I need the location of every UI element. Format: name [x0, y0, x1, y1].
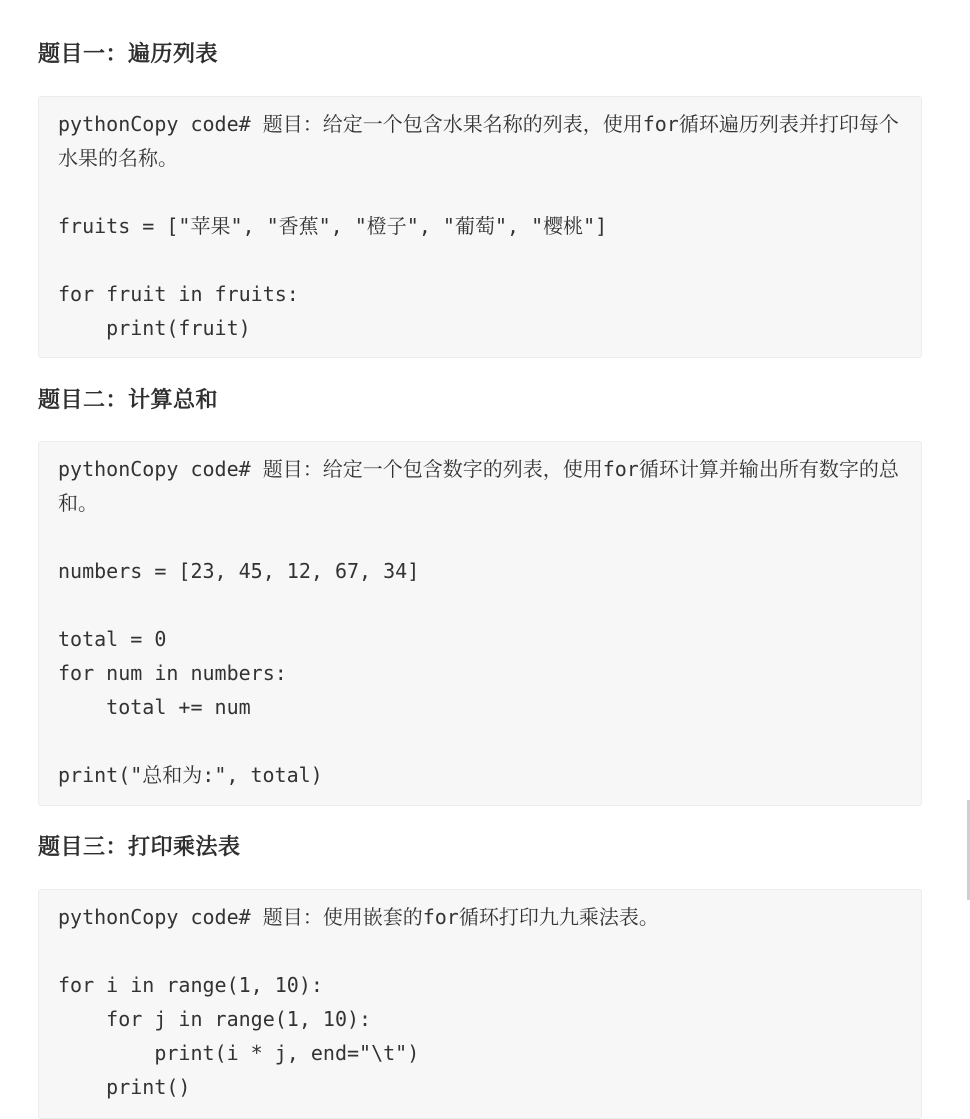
code-line: total = 0 — [58, 627, 167, 651]
code-line: pythonCopy code# 题目：使用嵌套的for循环打印九九乘法表。 — [58, 905, 659, 929]
code-block-3[interactable] — [38, 889, 922, 1119]
code-line — [58, 724, 902, 758]
code-line: numbers = [23, 45, 12, 67, 34] — [58, 559, 420, 583]
code-line: print() — [58, 1075, 191, 1099]
code-line: print("总和为:", total) — [58, 763, 323, 787]
code-line: total += num — [58, 695, 251, 719]
code-line — [58, 520, 902, 554]
code-line: fruits = ["苹果", "香蕉", "橙子", "葡萄", "樱桃"] — [58, 214, 608, 238]
code-line: pythonCopy code# 题目：给定一个包含数字的列表，使用for循环计算并输出所有数字的总和。 — [58, 457, 899, 515]
code-line — [58, 175, 902, 209]
code-line: print(i * j, end="\t") — [58, 1041, 420, 1065]
code-line: for j in range(1, 10): — [58, 1007, 372, 1031]
code-line: for num in numbers: — [58, 661, 287, 685]
code-line: pythonCopy code# 题目：给定一个包含水果名称的列表，使用for循环遍历列表并打印每个水果的名称。 — [58, 112, 899, 170]
section-2-heading: 题目二：计算总和 — [38, 388, 219, 413]
code-line: for fruit in fruits: — [58, 282, 299, 306]
code-block-2[interactable] — [38, 441, 922, 806]
code-line — [58, 934, 902, 968]
section-1-heading: 题目一：遍历列表 — [38, 42, 219, 67]
code-line — [58, 588, 902, 622]
code-line — [58, 243, 902, 277]
code-block-1[interactable] — [38, 96, 922, 358]
section-3-heading: 题目三：打印乘法表 — [38, 835, 241, 860]
code-line: print(fruit) — [58, 316, 251, 340]
code-line: for i in range(1, 10): — [58, 973, 323, 997]
